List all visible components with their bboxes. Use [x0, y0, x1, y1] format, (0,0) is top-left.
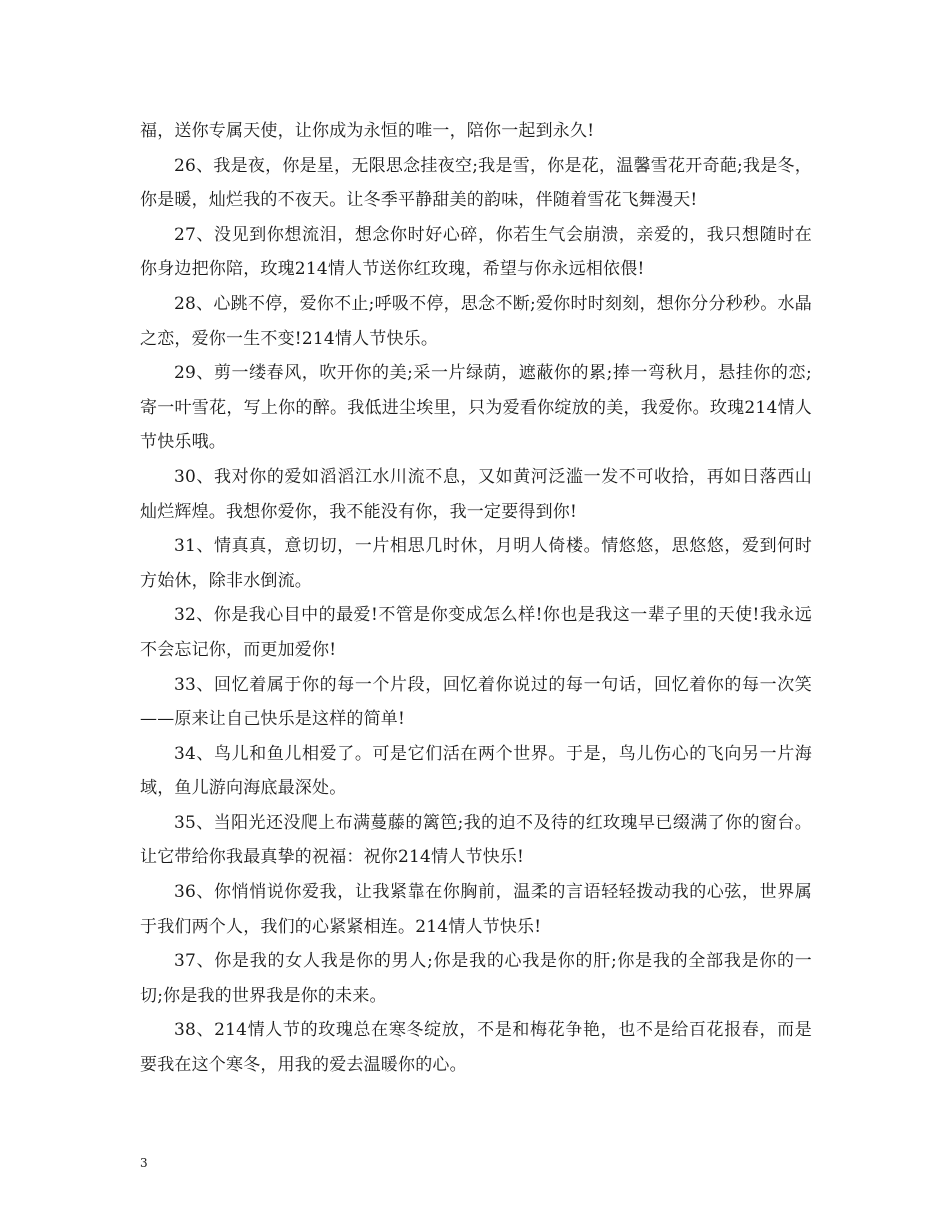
- paragraph-29: 29、剪一缕春风，吹开你的美;采一片绿荫，遮蔽你的累;捧一弯秋月，悬挂你的恋;寄一叶雪花，写上你的醉。我低进尘埃里，只为爱看你绽放的美，我爱你。玫瑰214情人节快乐哦。: [140, 363, 812, 453]
- paragraph-38: 38、214情人节的玫瑰总在寒冬绽放，不是和梅花争艳，也不是给百花报春，而是要我在这个寒冬，用我的爱去温暖你的心。: [140, 1020, 812, 1076]
- paragraph-34: 34、鸟儿和鱼儿相爱了。可是它们活在两个世界。于是，鸟儿伤心的飞向另一片海域，鱼儿游向海底最深处。: [140, 743, 812, 799]
- page-number: 3: [140, 1156, 148, 1170]
- paragraph-27: 27、没见到你想流泪，想念你时好心碎，你若生气会崩溃，亲爱的，我只想随时在你身边把你陪，玫瑰214情人节送你红玫瑰，希望与你永远相依偎!: [140, 224, 812, 280]
- paragraph-32: 32、你是我心目中的最爱!不管是你变成怎么样!你也是我这一辈子里的天使!我永远不会忘记你，而更加爱你!: [140, 605, 812, 660]
- paragraph-36: 36、你悄悄说你爱我，让我紧靠在你胸前，温柔的言语轻轻拨动我的心弦，世界属于我们两个人，我们的心紧紧相连。214情人节快乐!: [140, 882, 812, 937]
- paragraph-30: 30、我对你的爱如滔滔江水川流不息，又如黄河泛滥一发不可收拾，再如日落西山灿烂辉煌。我想你爱你，我不能没有你，我一定要得到你!: [140, 466, 812, 522]
- paragraph-35: 35、当阳光还没爬上布满蔓藤的篱笆;我的迫不及待的红玫瑰早已缀满了你的窗台。让它带给你我最真挚的祝福：祝你214情人节快乐!: [140, 812, 812, 868]
- continued-paragraph: 福，送你专属天使，让你成为永恒的唯一，陪你一起到永久!: [140, 121, 595, 141]
- paragraph-37: 37、你是我的女人我是你的男人;你是我的心我是你的肝;你是我的全部我是你的一切;你是我的世界我是你的未来。: [140, 951, 812, 1006]
- paragraph-31: 31、情真真，意切切，一片相思几时休，月明人倚楼。情悠悠，思悠悠，爱到何时方始休，除非水倒流。: [140, 536, 812, 591]
- paragraph-26: 26、我是夜，你是星，无限思念挂夜空;我是雪，你是花，温馨雪花开奇葩;我是冬，你是暖，灿烂我的不夜天。让冬季平静甜美的韵味，伴随着雪花飞舞漫天!: [140, 155, 812, 211]
- page-body: [140, 114, 812, 1083]
- paragraph-28: 28、心跳不停，爱你不止;呼吸不停，思念不断;爱你时时刻刻，想你分分秒秒。水晶之恋，爱你一生不变!214情人节快乐。: [140, 293, 812, 349]
- paragraph-33: 33、回忆着属于你的每一个片段，回忆着你说过的每一句话，回忆着你的每一次笑——原来让自己快乐是这样的简单!: [140, 674, 812, 730]
